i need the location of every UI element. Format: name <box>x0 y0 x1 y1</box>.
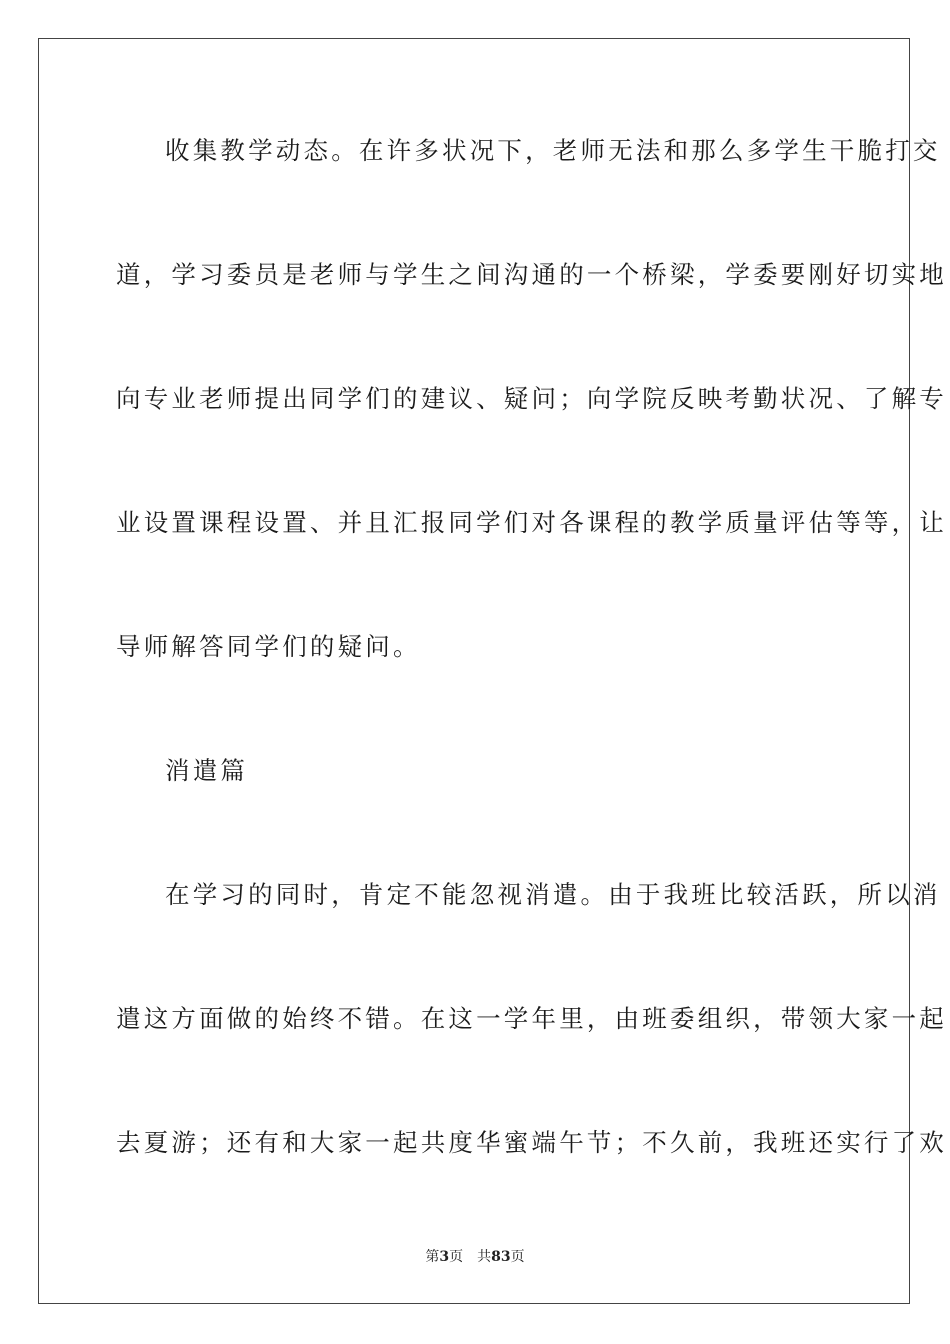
paragraph-line-2: 道，学习委员是老师与学生之间沟通的一个桥梁，学委要刚好切实地 <box>116 260 947 289</box>
paragraph-line-4: 业设置课程设置、并且汇报同学们对各课程的教学质量评估等等，让 <box>116 508 947 537</box>
footer-page-number: 3 <box>439 1249 450 1265</box>
paragraph-line-3: 向专业老师提出同学们的建议、疑问；向学院反映考勤状况、了解专 <box>116 384 947 413</box>
paragraph-line-1: 收集教学动态。在许多状况下，老师无法和那么多学生干脆打交 <box>165 136 941 165</box>
footer-total-suffix: 页 <box>510 1249 525 1265</box>
section-heading: 消遣篇 <box>165 756 249 785</box>
paragraph-line-5: 导师解答同学们的疑问。 <box>116 632 421 661</box>
footer-page-suffix: 页 <box>449 1249 464 1265</box>
paragraph-line-8: 去夏游；还有和大家一起共度华蜜端午节；不久前，我班还实行了欢 <box>116 1128 947 1157</box>
footer-page-prefix: 第 <box>425 1249 440 1265</box>
footer-total-prefix: 共 <box>477 1249 492 1265</box>
paragraph-line-6: 在学习的同时，肯定不能忽视消遣。由于我班比较活跃，所以消 <box>165 880 941 909</box>
footer-total-number: 83 <box>491 1249 511 1265</box>
page-footer <box>0 1248 950 1266</box>
paragraph-line-7: 遣这方面做的始终不错。在这一学年里，由班委组织，带领大家一起 <box>116 1004 947 1033</box>
page-border <box>38 38 947 1304</box>
